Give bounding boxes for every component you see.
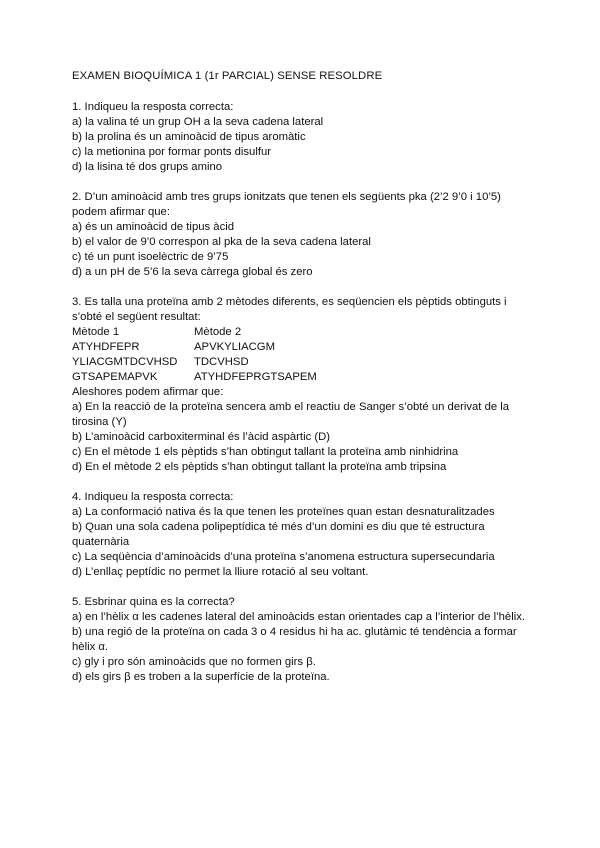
question-3-option-d: d) En el mètode 2 els pèptids s’han obtingut tallant la proteïna amb tripsina — [72, 461, 447, 473]
peptide-table — [72, 325, 536, 385]
question-5-option-c: c) gly i pro són aminoàcids que no formen girs β. — [72, 656, 316, 668]
question-3-option-a: a) En la reacció de la proteïna sencera amb el reactiu de Sanger s’obté un derivat de la tirosina (Y) — [72, 401, 510, 428]
question-4-option-a: a) La conformació nativa és la que tenen les proteïnes quan estan desnaturalitzades — [72, 506, 495, 518]
question-2-option-a: a) és un aminoàcid de tipus àcid — [72, 221, 235, 233]
table-header-method-2: Mètode 2 — [194, 326, 242, 338]
table-cell: APVKYLIACGM — [194, 341, 275, 353]
table-cell: YLIACGMTDCVHSD — [72, 356, 178, 368]
question-1-option-a: a) la valina té un grup OH a la seva cadena lateral — [72, 116, 324, 128]
question-3 — [72, 295, 536, 475]
question-1-stem: 1. Indiqueu la resposta correcta: — [72, 101, 234, 113]
question-4 — [72, 490, 536, 580]
exam-title: EXAMEN BIOQUÍMICA 1 (1r PARCIAL) SENSE RESOLDRE — [72, 70, 383, 82]
question-4-stem: 4. Indiqueu la resposta correcta: — [72, 491, 234, 503]
question-3-option-b: b) L’aminoàcid carboxiterminal és l’àcid aspàrtic (D) — [72, 431, 331, 443]
question-5-option-b: b) una regió de la proteïna on cada 3 o 4 residus hi ha ac. glutàmic té tendència a formar hèlix α. — [72, 626, 517, 653]
question-2-option-b: b) el valor de 9’0 correspon al pka de la seva cadena lateral — [72, 236, 371, 248]
question-1-option-b: b) la prolina és un aminoàcid de tipus aromàtic — [72, 131, 306, 143]
question-5 — [72, 595, 536, 685]
question-1-option-c: c) la metionina por formar ponts disulfur — [72, 146, 272, 158]
question-3-intro: Aleshores podem afirmar que: — [72, 386, 224, 398]
question-5-stem: 5. Esbrinar quina es la correcta? — [72, 596, 235, 608]
question-5-option-d: d) els girs β es troben a la superfície de la proteïna. — [72, 671, 330, 683]
table-cell: TDCVHSD — [194, 356, 249, 368]
table-cell: ATYHDFEPRGTSAPEM — [194, 371, 317, 383]
question-2-option-c: c) té un punt isoelèctric de 9’75 — [72, 251, 229, 263]
question-3-option-c: c) En el mètode 1 els pèptids s’han obtingut tallant la proteïna amb ninhidrina — [72, 446, 459, 458]
question-1-option-d: d) la lisina té dos grups amino — [72, 161, 223, 173]
question-2 — [72, 190, 536, 280]
table-cell: GTSAPEMAPVK — [72, 371, 158, 383]
question-2-stem: 2. D’un aminoàcid amb tres grups ionitzats que tenen els següents pka (2’2 9’0 i 10’5) podem afirmar que: — [72, 191, 501, 218]
question-2-option-d: d) a un pH de 5’6 la seva càrrega global és zero — [72, 266, 313, 278]
question-1 — [72, 100, 536, 175]
question-3-stem: 3. Es talla una proteïna amb 2 mètodes diferents, es seqüencien els pèptids obtinguts i s’obté el següent resultat: — [72, 296, 507, 323]
question-4-option-b: b) Quan una sola cadena polipeptídica té més d’un domini es diu que té estructura quaternària — [72, 521, 485, 548]
question-4-option-d: d) L’enllaç peptídic no permet la lliure rotació al seu voltant. — [72, 566, 369, 578]
question-5-option-a: a) en l’hèlix α les cadenes lateral del aminoàcids estan orientades cap a l’interior de l’hèlix. — [72, 611, 526, 623]
table-header-method-1: Mètode 1 — [72, 326, 120, 338]
question-4-option-c: c) La seqüència d’aminoàcids d’una proteïna s’anomena estructura supersecundaria — [72, 551, 495, 563]
exam-content — [72, 69, 536, 700]
table-cell: ATYHDFEPR — [72, 341, 140, 353]
